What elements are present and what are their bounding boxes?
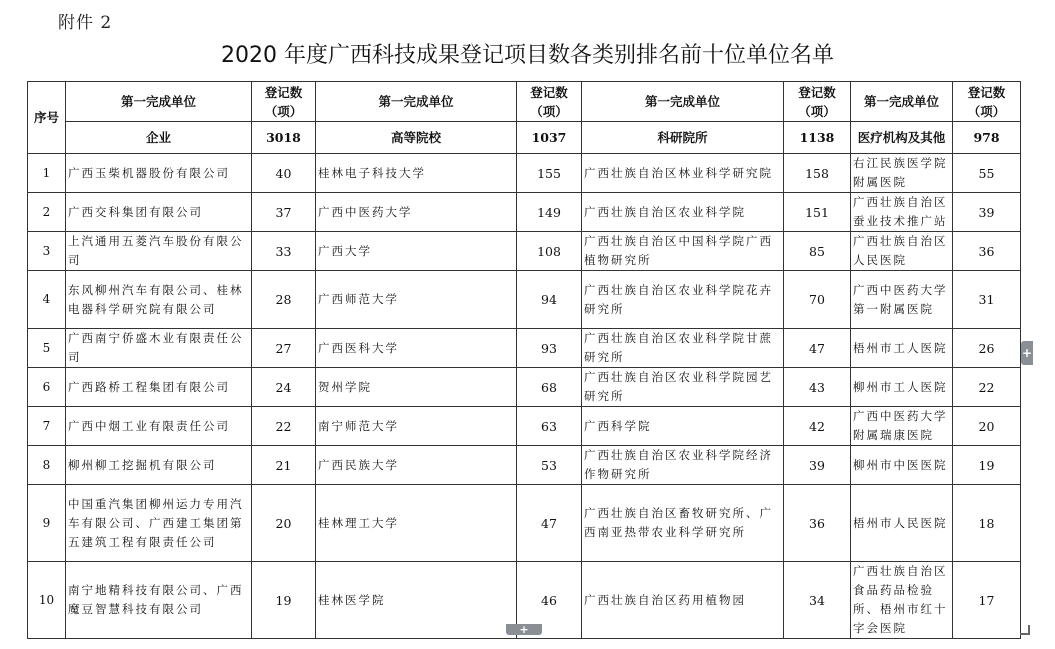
- header-count-enterprise: 登记数（项）: [252, 82, 316, 122]
- medical-count: 36: [953, 232, 1021, 271]
- enterprise-count: 19: [252, 562, 316, 639]
- research-name: 广西壮族自治区农业科学院: [582, 193, 784, 232]
- university-name: 桂林医学院: [316, 562, 517, 639]
- university-name: 广西大学: [316, 232, 517, 271]
- medical-name: 广西中医药大学附属瑞康医院: [851, 407, 953, 446]
- document-title: 2020 年度广西科技成果登记项目数各类别排名前十位单位名单: [221, 43, 834, 68]
- university-count: 46: [517, 562, 582, 639]
- table-row: [28, 271, 1021, 329]
- medical-count: 19: [953, 446, 1021, 485]
- research-name: 广西壮族自治区林业科学研究院: [582, 154, 784, 193]
- research-name: 广西科学院: [582, 407, 784, 446]
- medical-count: 31: [953, 271, 1021, 329]
- row-seq: 9: [28, 485, 66, 562]
- row-seq: 10: [28, 562, 66, 639]
- header-count-research: 登记数（项）: [784, 82, 851, 122]
- medical-count: 22: [953, 368, 1021, 407]
- enterprise-count: 28: [252, 271, 316, 329]
- row-seq: 8: [28, 446, 66, 485]
- research-count: 158: [784, 154, 851, 193]
- university-count: 53: [517, 446, 582, 485]
- research-count: 42: [784, 407, 851, 446]
- header-unit-research: 第一完成单位: [582, 82, 784, 122]
- enterprise-count: 40: [252, 154, 316, 193]
- header-seq: 序号: [28, 82, 66, 154]
- attachment-label: 附件 2: [58, 13, 113, 33]
- enterprise-name: 上汽通用五菱汽车股份有限公司: [66, 232, 252, 271]
- row-seq: 5: [28, 329, 66, 368]
- medical-count: 26: [953, 329, 1021, 368]
- medical-name: 梧州市工人医院: [851, 329, 953, 368]
- medical-count: 39: [953, 193, 1021, 232]
- table-row: [28, 154, 1021, 193]
- enterprise-count: 24: [252, 368, 316, 407]
- header-unit-university: 第一完成单位: [316, 82, 517, 122]
- research-name: 广西壮族自治区农业科学院甘蔗研究所: [582, 329, 784, 368]
- research-count: 85: [784, 232, 851, 271]
- table-row: [28, 368, 1021, 407]
- enterprise-name: 广西交科集团有限公司: [66, 193, 252, 232]
- row-seq: 4: [28, 271, 66, 329]
- enterprise-name: 东风柳州汽车有限公司、桂林电器科学研究院有限公司: [66, 271, 252, 329]
- enterprise-name: 柳州柳工挖掘机有限公司: [66, 446, 252, 485]
- university-name: 桂林理工大学: [316, 485, 517, 562]
- research-name: 广西壮族自治区中国科学院广西植物研究所: [582, 232, 784, 271]
- header-unit-enterprise: 第一完成单位: [66, 82, 252, 122]
- university-count: 93: [517, 329, 582, 368]
- enterprise-count: 37: [252, 193, 316, 232]
- university-count: 94: [517, 271, 582, 329]
- table-row: [28, 193, 1021, 232]
- medical-count: 20: [953, 407, 1021, 446]
- medical-count: 17: [953, 562, 1021, 639]
- category-enterprise: 企业: [66, 122, 252, 154]
- research-name: 广西壮族自治区药用植物园: [582, 562, 784, 639]
- research-name: 广西壮族自治区农业科学院园艺研究所: [582, 368, 784, 407]
- university-name: 贺州学院: [316, 368, 517, 407]
- row-seq: 3: [28, 232, 66, 271]
- research-name: 广西壮族自治区农业科学院花卉研究所: [582, 271, 784, 329]
- enterprise-count: 20: [252, 485, 316, 562]
- university-count: 47: [517, 485, 582, 562]
- category-university: 高等院校: [316, 122, 517, 154]
- enterprise-name: 广西中烟工业有限责任公司: [66, 407, 252, 446]
- category-medical-total: 978: [953, 122, 1021, 154]
- research-count: 36: [784, 485, 851, 562]
- university-count: 68: [517, 368, 582, 407]
- university-count: 155: [517, 154, 582, 193]
- university-count: 108: [517, 232, 582, 271]
- research-count: 151: [784, 193, 851, 232]
- table-row: [28, 329, 1021, 368]
- enterprise-name: 广西南宁侨盛木业有限责任公司: [66, 329, 252, 368]
- university-name: 桂林电子科技大学: [316, 154, 517, 193]
- ranking-table: [27, 81, 1021, 639]
- enterprise-count: 27: [252, 329, 316, 368]
- resize-grip-icon[interactable]: [1020, 625, 1030, 635]
- category-enterprise-total: 3018: [252, 122, 316, 154]
- medical-name: 广西壮族自治区人民医院: [851, 232, 953, 271]
- enterprise-count: 22: [252, 407, 316, 446]
- medical-name: 柳州市工人医院: [851, 368, 953, 407]
- table-row: [28, 485, 1021, 562]
- header-count-medical: 登记数（项）: [953, 82, 1021, 122]
- research-count: 34: [784, 562, 851, 639]
- expand-right-handle[interactable]: +: [1021, 341, 1033, 365]
- header-unit-medical: 第一完成单位: [851, 82, 953, 122]
- medical-name: 广西壮族自治区蚕业技术推广站: [851, 193, 953, 232]
- university-name: 广西医科大学: [316, 329, 517, 368]
- enterprise-count: 21: [252, 446, 316, 485]
- enterprise-name: 广西路桥工程集团有限公司: [66, 368, 252, 407]
- research-count: 43: [784, 368, 851, 407]
- university-name: 南宁师范大学: [316, 407, 517, 446]
- medical-name: 广西中医药大学第一附属医院: [851, 271, 953, 329]
- row-seq: 7: [28, 407, 66, 446]
- enterprise-name: 南宁地精科技有限公司、广西魔豆智慧科技有限公司: [66, 562, 252, 639]
- research-name: 广西壮族自治区畜牧研究所、广西南亚热带农业科学研究所: [582, 485, 784, 562]
- table-row: [28, 446, 1021, 485]
- category-university-total: 1037: [517, 122, 582, 154]
- enterprise-count: 33: [252, 232, 316, 271]
- university-name: 广西中医药大学: [316, 193, 517, 232]
- table-row: [28, 407, 1021, 446]
- row-seq: 6: [28, 368, 66, 407]
- category-research-total: 1138: [784, 122, 851, 154]
- enterprise-name: 广西玉柴机器股份有限公司: [66, 154, 252, 193]
- university-name: 广西师范大学: [316, 271, 517, 329]
- research-count: 39: [784, 446, 851, 485]
- university-count: 63: [517, 407, 582, 446]
- table-body: [28, 154, 1021, 639]
- header-count-university: 登记数（项）: [517, 82, 582, 122]
- medical-name: 右江民族医学院附属医院: [851, 154, 953, 193]
- research-count: 47: [784, 329, 851, 368]
- enterprise-name: 中国重汽集团柳州运力专用汽车有限公司、广西建工集团第五建筑工程有限责任公司: [66, 485, 252, 562]
- table-row: [28, 232, 1021, 271]
- medical-count: 55: [953, 154, 1021, 193]
- row-seq: 1: [28, 154, 66, 193]
- row-seq: 2: [28, 193, 66, 232]
- medical-name: 广西壮族自治区食品药品检验所、梧州市红十字会医院: [851, 562, 953, 639]
- category-medical: 医疗机构及其他: [851, 122, 953, 154]
- research-count: 70: [784, 271, 851, 329]
- medical-count: 18: [953, 485, 1021, 562]
- research-name: 广西壮族自治区农业科学院经济作物研究所: [582, 446, 784, 485]
- university-name: 广西民族大学: [316, 446, 517, 485]
- category-research: 科研院所: [582, 122, 784, 154]
- expand-bottom-handle[interactable]: +: [506, 624, 542, 635]
- medical-name: 梧州市人民医院: [851, 485, 953, 562]
- medical-name: 柳州市中医医院: [851, 446, 953, 485]
- university-count: 149: [517, 193, 582, 232]
